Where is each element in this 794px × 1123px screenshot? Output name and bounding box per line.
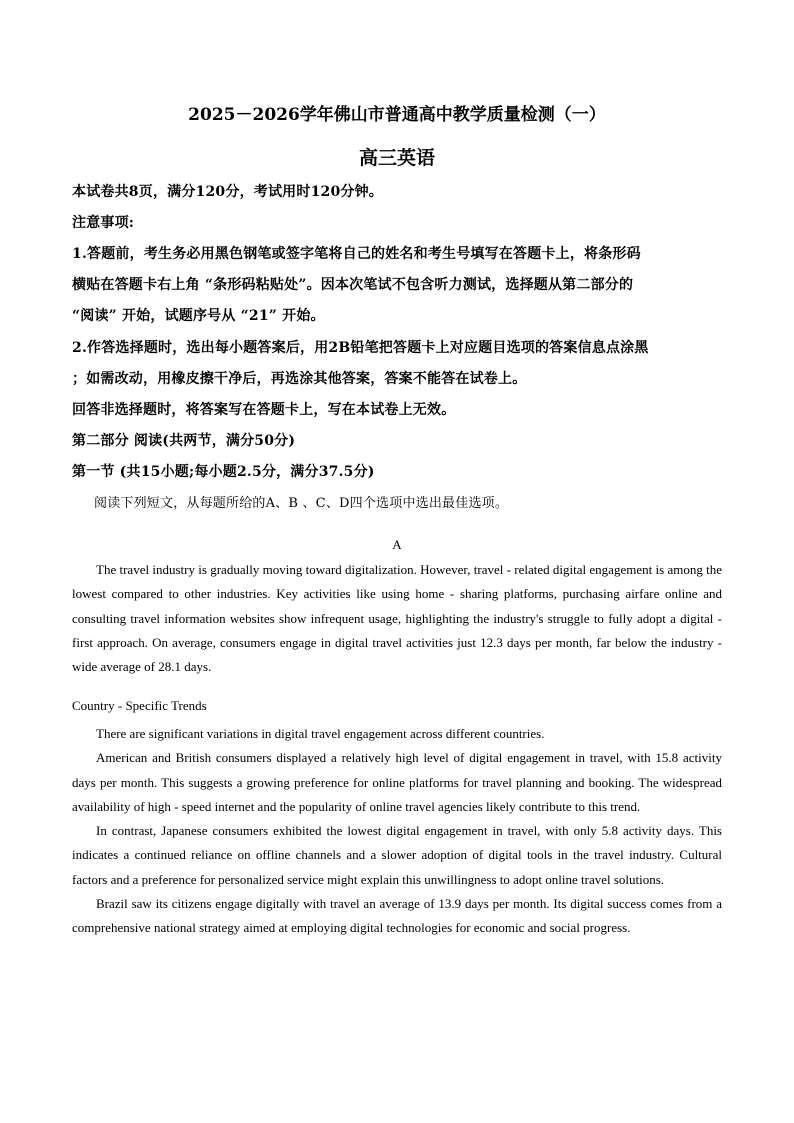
paragraph-1: The travel industry is gradually moving toward digitalization. However, travel - related digital engagement is among the lowest compared to other industries. Key activities like using home - sharing platforms, purchasing airfare online and consulting travel information websites show infrequent usage, highlighting the industry's struggle to fully adopt a digital - first approach. On average, consumers engage in digital travel activities just 12.3 days per month, far below the industry - wide average of 28.1 days.	[72, 562, 722, 675]
exam-title: 2025－2026学年佛山市普通高中教学质量检测（一）	[188, 105, 606, 125]
paragraph-5: Brazil saw its citizens engage digitally with travel an average of 13.9 days per month. Its digital success comes from a comprehensive national strategy aimed at employing digital technologies for economic and social progress.	[72, 896, 722, 936]
exam-subject: 高三英语	[358, 147, 435, 169]
notice-2-line-1: 2.作答选择题时，选出每小题答案后，用2B铅笔把答题卡上对应题目选项的答案信息点涂黑	[72, 340, 649, 356]
paragraph-4: In contrast, Japanese consumers exhibited the lowest digital engagement in travel, with only 5.8 activity days. This indicates a continued reliance on offline channels and a slower adoption of digital tools in the travel industry. Cultural factors and a preference for personalized service might explain this unwillingness to adopt online travel solutions.	[72, 823, 722, 887]
notice-1-line-2: 横贴在答题卡右上角 “条形码粘贴处”。因本次笔试不包含听力测试，选择题从第二部分的	[72, 277, 634, 293]
exam-info: 本试卷共8页，满分120分，考试用时120分钟。	[72, 184, 383, 200]
reading-direction: 阅读下列短文，从每题所给的A、B 、C、D四个选项中选出最佳选项。	[94, 496, 509, 511]
notice-1-line-1: 1.答题前，考生务必用黑色钢笔或签字笔将自己的姓名和考生号填写在答题卡上，将条形码	[72, 246, 641, 262]
passage-body-1	[72, 558, 722, 679]
paragraph-2: There are significant variations in digital travel engagement across different countries.	[96, 726, 545, 741]
paragraph-3: American and British consumers displayed a relatively high level of digital engagement in travel, with 15.8 activity days per month. This suggests a growing preference for online platforms for travel planning and booking. The widespread availability of high - speed internet and the popularity of online travel agencies likely contribute to this trend.	[72, 750, 722, 814]
passage-body-2	[72, 722, 722, 941]
passage-label: A	[392, 537, 402, 552]
notice-1-line-3: “阅读” 开始，试题序号从 “21” 开始。	[72, 308, 325, 324]
notice-3: 回答非选择题时，将答案写在答题卡上，写在本试卷上无效。	[72, 402, 456, 418]
subsection-title: 第一节 (共15小题;每小题2.5分，满分37.5分)	[72, 464, 375, 480]
notice-2-line-2: ；如需改动，用橡皮擦干净后，再选涂其他答案，答案不能答在试卷上。	[72, 371, 527, 387]
part-title: 第二部分 阅读(共两节，满分50分)	[72, 433, 296, 449]
notice-heading: 注意事项:	[72, 215, 135, 231]
passage-subheading: Country - Specific Trends	[72, 698, 207, 713]
